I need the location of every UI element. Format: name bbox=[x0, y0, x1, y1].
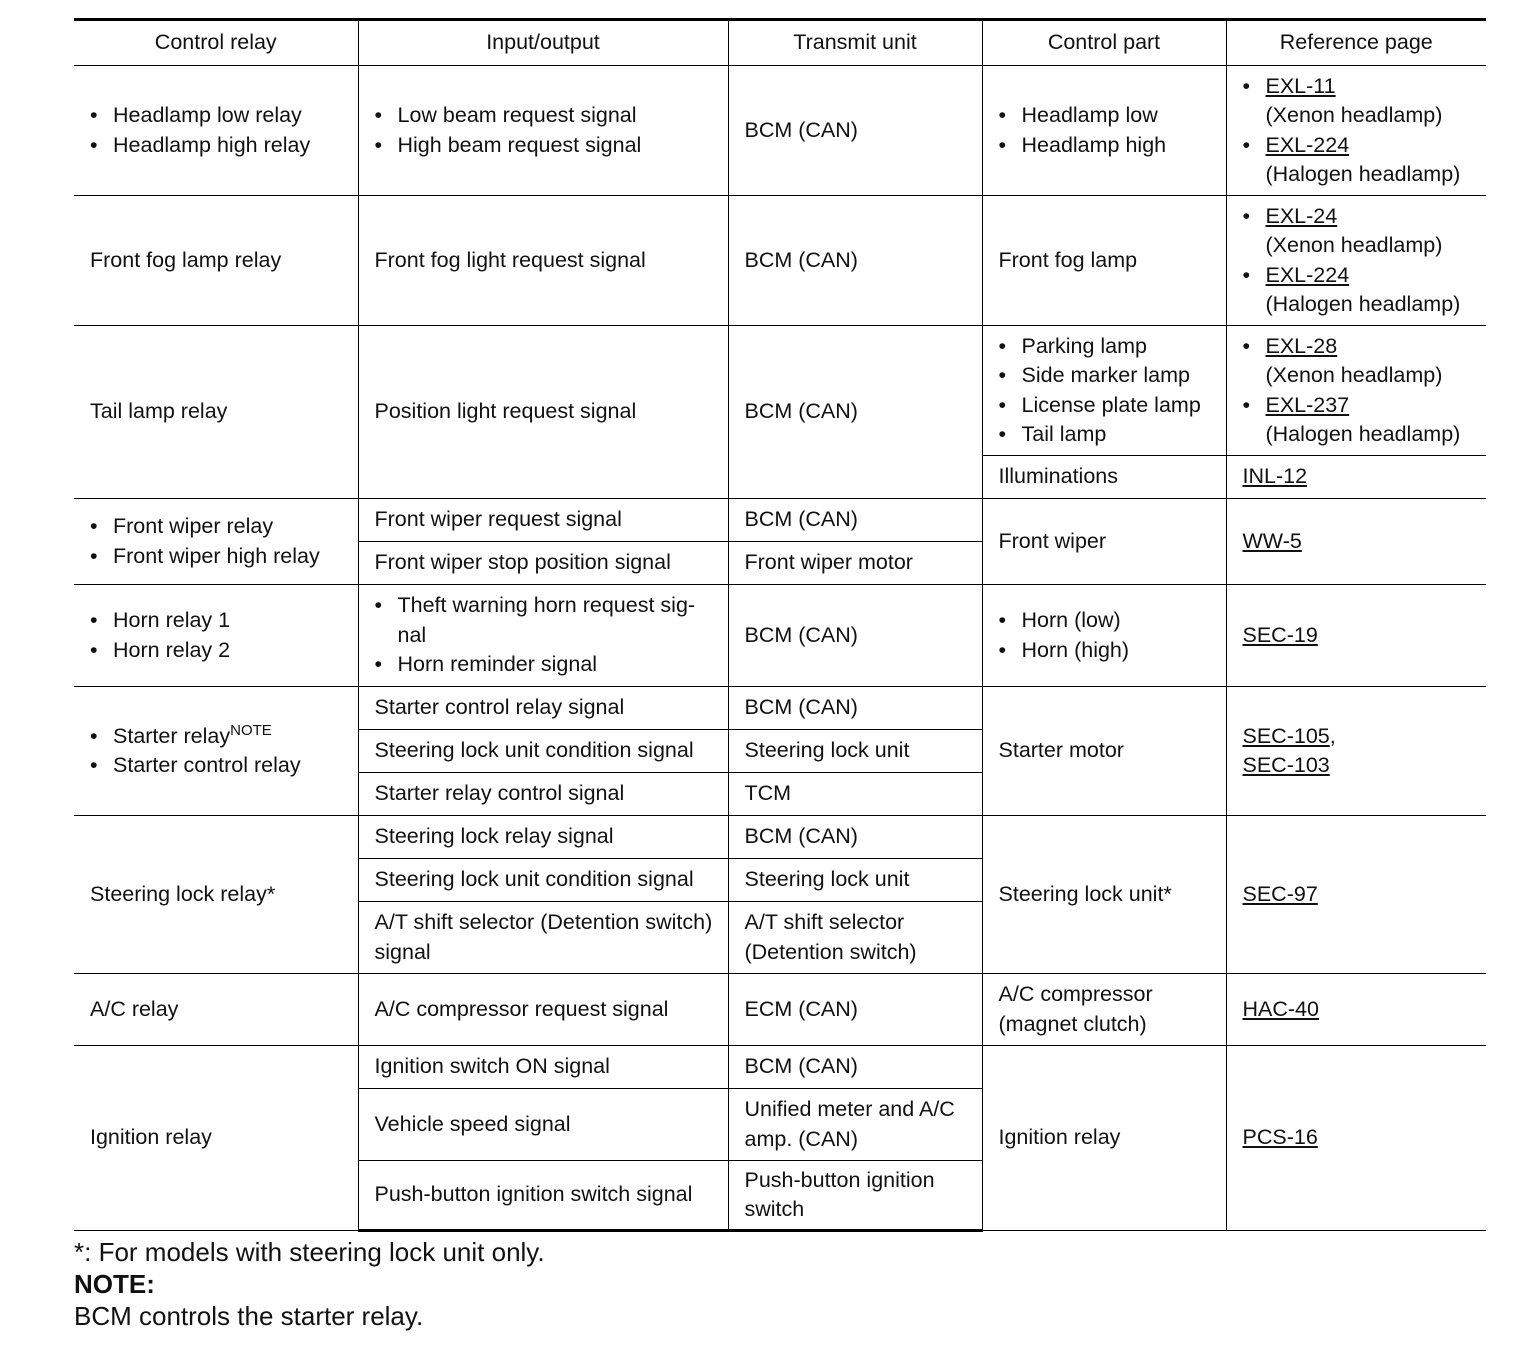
table-row-horn bbox=[74, 585, 1486, 687]
list-item: • Horn (high) bbox=[999, 636, 1218, 666]
cell-part bbox=[982, 585, 1226, 687]
cell-transmit: BCM (CAN) bbox=[728, 1046, 982, 1089]
list-item: • Low beam request signal bbox=[375, 101, 720, 131]
list-item bbox=[1243, 72, 1479, 131]
cell-part bbox=[982, 66, 1226, 196]
cell-part: Illuminations bbox=[982, 456, 1226, 499]
header-reference-page: Reference page bbox=[1226, 20, 1486, 66]
cell-io: Steering lock unit condition signal bbox=[358, 730, 728, 773]
cell-transmit: BCM (CAN) bbox=[728, 326, 982, 499]
table-row-wiper bbox=[74, 499, 1486, 542]
cell-transmit: ECM (CAN) bbox=[728, 974, 982, 1046]
cell-part: Steering lock unit* bbox=[982, 816, 1226, 974]
cell-ref bbox=[1226, 196, 1486, 326]
cell-part: Starter motor bbox=[982, 687, 1226, 816]
list-item bbox=[1243, 391, 1479, 450]
cell-part: Front wiper bbox=[982, 499, 1226, 585]
ref-link[interactable]: PCS-16 bbox=[1242, 1125, 1318, 1150]
cell-part: Ignition relay bbox=[982, 1046, 1226, 1231]
cell-relay bbox=[74, 499, 358, 585]
cell-transmit: Steering lock unit bbox=[728, 859, 982, 902]
cell-part: Front fog lamp bbox=[982, 196, 1226, 326]
cell-io: Ignition switch ON signal bbox=[358, 1046, 728, 1089]
cell-transmit: Steering lock unit bbox=[728, 730, 982, 773]
list-item bbox=[1243, 131, 1479, 190]
cell-transmit: BCM (CAN) bbox=[728, 66, 982, 196]
cell-transmit: BCM (CAN) bbox=[728, 196, 982, 326]
cell-relay bbox=[74, 585, 358, 687]
ref-link[interactable]: EXL-24 bbox=[1265, 203, 1338, 228]
header-transmit-unit: Transmit unit bbox=[728, 20, 982, 66]
ref-note: (Halogen headlamp) bbox=[1265, 162, 1461, 186]
cell-transmit: Front wiper motor bbox=[728, 542, 982, 585]
cell-io: Steering lock relay signal bbox=[358, 816, 728, 859]
list-item: • Headlamp high bbox=[999, 131, 1218, 161]
list-item: • Horn relay 1 bbox=[90, 606, 350, 636]
ref-link[interactable]: EXL-11 bbox=[1265, 73, 1336, 98]
list-item: • Headlamp low relay bbox=[90, 101, 350, 131]
list-item: • Starter control relay bbox=[90, 751, 350, 781]
cell-io: Vehicle speed signal bbox=[358, 1089, 728, 1161]
table-row-ignition bbox=[74, 1046, 1486, 1089]
cell-io bbox=[358, 66, 728, 196]
cell-transmit: Push-button ignition switch bbox=[728, 1161, 982, 1231]
ref-link[interactable]: EXL-237 bbox=[1265, 392, 1350, 417]
list-item: • License plate lamp bbox=[999, 391, 1218, 421]
cell-io: Front wiper stop position signal bbox=[358, 542, 728, 585]
ref-note: (Xenon headlamp) bbox=[1265, 103, 1443, 127]
list-item: • Front wiper high relay bbox=[90, 542, 350, 572]
footnote-text: *: For models with steering lock unit only. bbox=[74, 1237, 545, 1267]
cell-relay: Steering lock relay* bbox=[74, 816, 358, 974]
table-row-ac bbox=[74, 974, 1486, 1046]
ref-link[interactable]: EXL-224 bbox=[1265, 132, 1350, 157]
cell-transmit: TCM bbox=[728, 773, 982, 816]
table-row-starter bbox=[74, 687, 1486, 730]
cell-ref bbox=[1226, 816, 1486, 974]
list-item: • Horn reminder signal bbox=[375, 650, 720, 680]
ref-link[interactable]: SEC-105 bbox=[1242, 723, 1330, 748]
cell-ref bbox=[1226, 456, 1486, 499]
cell-part: A/C compressor (magnet clutch) bbox=[982, 974, 1226, 1046]
cell-relay: Tail lamp relay bbox=[74, 326, 358, 499]
cell-io: Push-button ignition switch signal bbox=[358, 1161, 728, 1231]
list-item: • Side marker lamp bbox=[999, 361, 1218, 391]
table-footer bbox=[74, 1236, 545, 1332]
note-superscript: NOTE bbox=[230, 721, 272, 739]
list-item: • Headlamp low bbox=[999, 101, 1218, 131]
starter-relay-label: Starter relay bbox=[113, 723, 231, 748]
cell-io: Steering lock unit condition signal bbox=[358, 859, 728, 902]
cell-ref bbox=[1226, 1046, 1486, 1231]
ref-link[interactable]: SEC-97 bbox=[1242, 881, 1318, 906]
ref-link[interactable]: SEC-103 bbox=[1242, 753, 1330, 777]
note-text: BCM controls the starter relay. bbox=[74, 1301, 424, 1331]
header-input-output: Input/output bbox=[358, 20, 728, 66]
note-label: NOTE: bbox=[74, 1269, 155, 1299]
cell-part bbox=[982, 326, 1226, 456]
list-item: • Headlamp high relay bbox=[90, 131, 350, 161]
cell-io bbox=[358, 585, 728, 687]
cell-io: Front fog light request signal bbox=[358, 196, 728, 326]
cell-ref bbox=[1226, 974, 1486, 1046]
relay-table-page bbox=[74, 18, 1486, 1232]
cell-io: Starter control relay signal bbox=[358, 687, 728, 730]
cell-ref bbox=[1226, 585, 1486, 687]
list-item: • Horn relay 2 bbox=[90, 636, 350, 666]
ref-note: (Xenon headlamp) bbox=[1265, 363, 1443, 387]
cell-ref: SEC-105, SEC-103 bbox=[1226, 687, 1486, 816]
cell-transmit: Unified meter and A/C amp. (CAN) bbox=[728, 1089, 982, 1161]
ref-link[interactable]: SEC-19 bbox=[1242, 622, 1318, 647]
list-item bbox=[1243, 261, 1479, 320]
cell-ref bbox=[1226, 66, 1486, 196]
list-item bbox=[1243, 332, 1479, 391]
cell-ref bbox=[1226, 326, 1486, 456]
cell-relay: Ignition relay bbox=[74, 1046, 358, 1231]
header-control-part: Control part bbox=[982, 20, 1226, 66]
ref-link[interactable]: WW-5 bbox=[1242, 528, 1302, 553]
cell-io: Position light request signal bbox=[358, 326, 728, 499]
table-header-row bbox=[74, 20, 1486, 66]
list-item: • Parking lamp bbox=[999, 332, 1218, 362]
table-row-steering bbox=[74, 816, 1486, 859]
ref-note: (Halogen headlamp) bbox=[1265, 292, 1461, 316]
list-item: • Theft warning horn request sig-nal bbox=[375, 591, 720, 650]
list-item bbox=[1243, 202, 1479, 261]
ref-link[interactable]: EXL-28 bbox=[1265, 333, 1338, 358]
table-row-headlamp bbox=[74, 66, 1486, 196]
cell-io: A/T shift selector (Detention switch) signal bbox=[358, 902, 728, 974]
table-row-fog bbox=[74, 196, 1486, 326]
relay-control-table bbox=[74, 18, 1486, 1232]
ref-note: (Halogen headlamp) bbox=[1265, 422, 1461, 446]
cell-io: Starter relay control signal bbox=[358, 773, 728, 816]
cell-io: Front wiper request signal bbox=[358, 499, 728, 542]
cell-ref bbox=[1226, 499, 1486, 585]
cell-transmit: BCM (CAN) bbox=[728, 816, 982, 859]
ref-link[interactable]: HAC-40 bbox=[1242, 996, 1319, 1021]
list-item: • High beam request signal bbox=[375, 131, 720, 161]
ref-link[interactable]: INL-12 bbox=[1242, 464, 1308, 489]
list-item: • Tail lamp bbox=[999, 420, 1218, 450]
header-control-relay: Control relay bbox=[74, 20, 358, 66]
list-item bbox=[90, 722, 350, 752]
ref-note: (Xenon headlamp) bbox=[1265, 233, 1443, 257]
cell-transmit: BCM (CAN) bbox=[728, 687, 982, 730]
list-item: • Front wiper relay bbox=[90, 512, 350, 542]
list-item: • Horn (low) bbox=[999, 606, 1218, 636]
cell-io: A/C compressor request signal bbox=[358, 974, 728, 1046]
cell-transmit: A/T shift selector (Detention switch) bbox=[728, 902, 982, 974]
table-row-tail bbox=[74, 326, 1486, 456]
ref-link[interactable]: EXL-224 bbox=[1265, 262, 1350, 287]
cell-transmit: BCM (CAN) bbox=[728, 499, 982, 542]
cell-relay bbox=[74, 687, 358, 816]
cell-relay: Front fog lamp relay bbox=[74, 196, 358, 326]
cell-relay bbox=[74, 66, 358, 196]
cell-relay: A/C relay bbox=[74, 974, 358, 1046]
cell-transmit: BCM (CAN) bbox=[728, 585, 982, 687]
